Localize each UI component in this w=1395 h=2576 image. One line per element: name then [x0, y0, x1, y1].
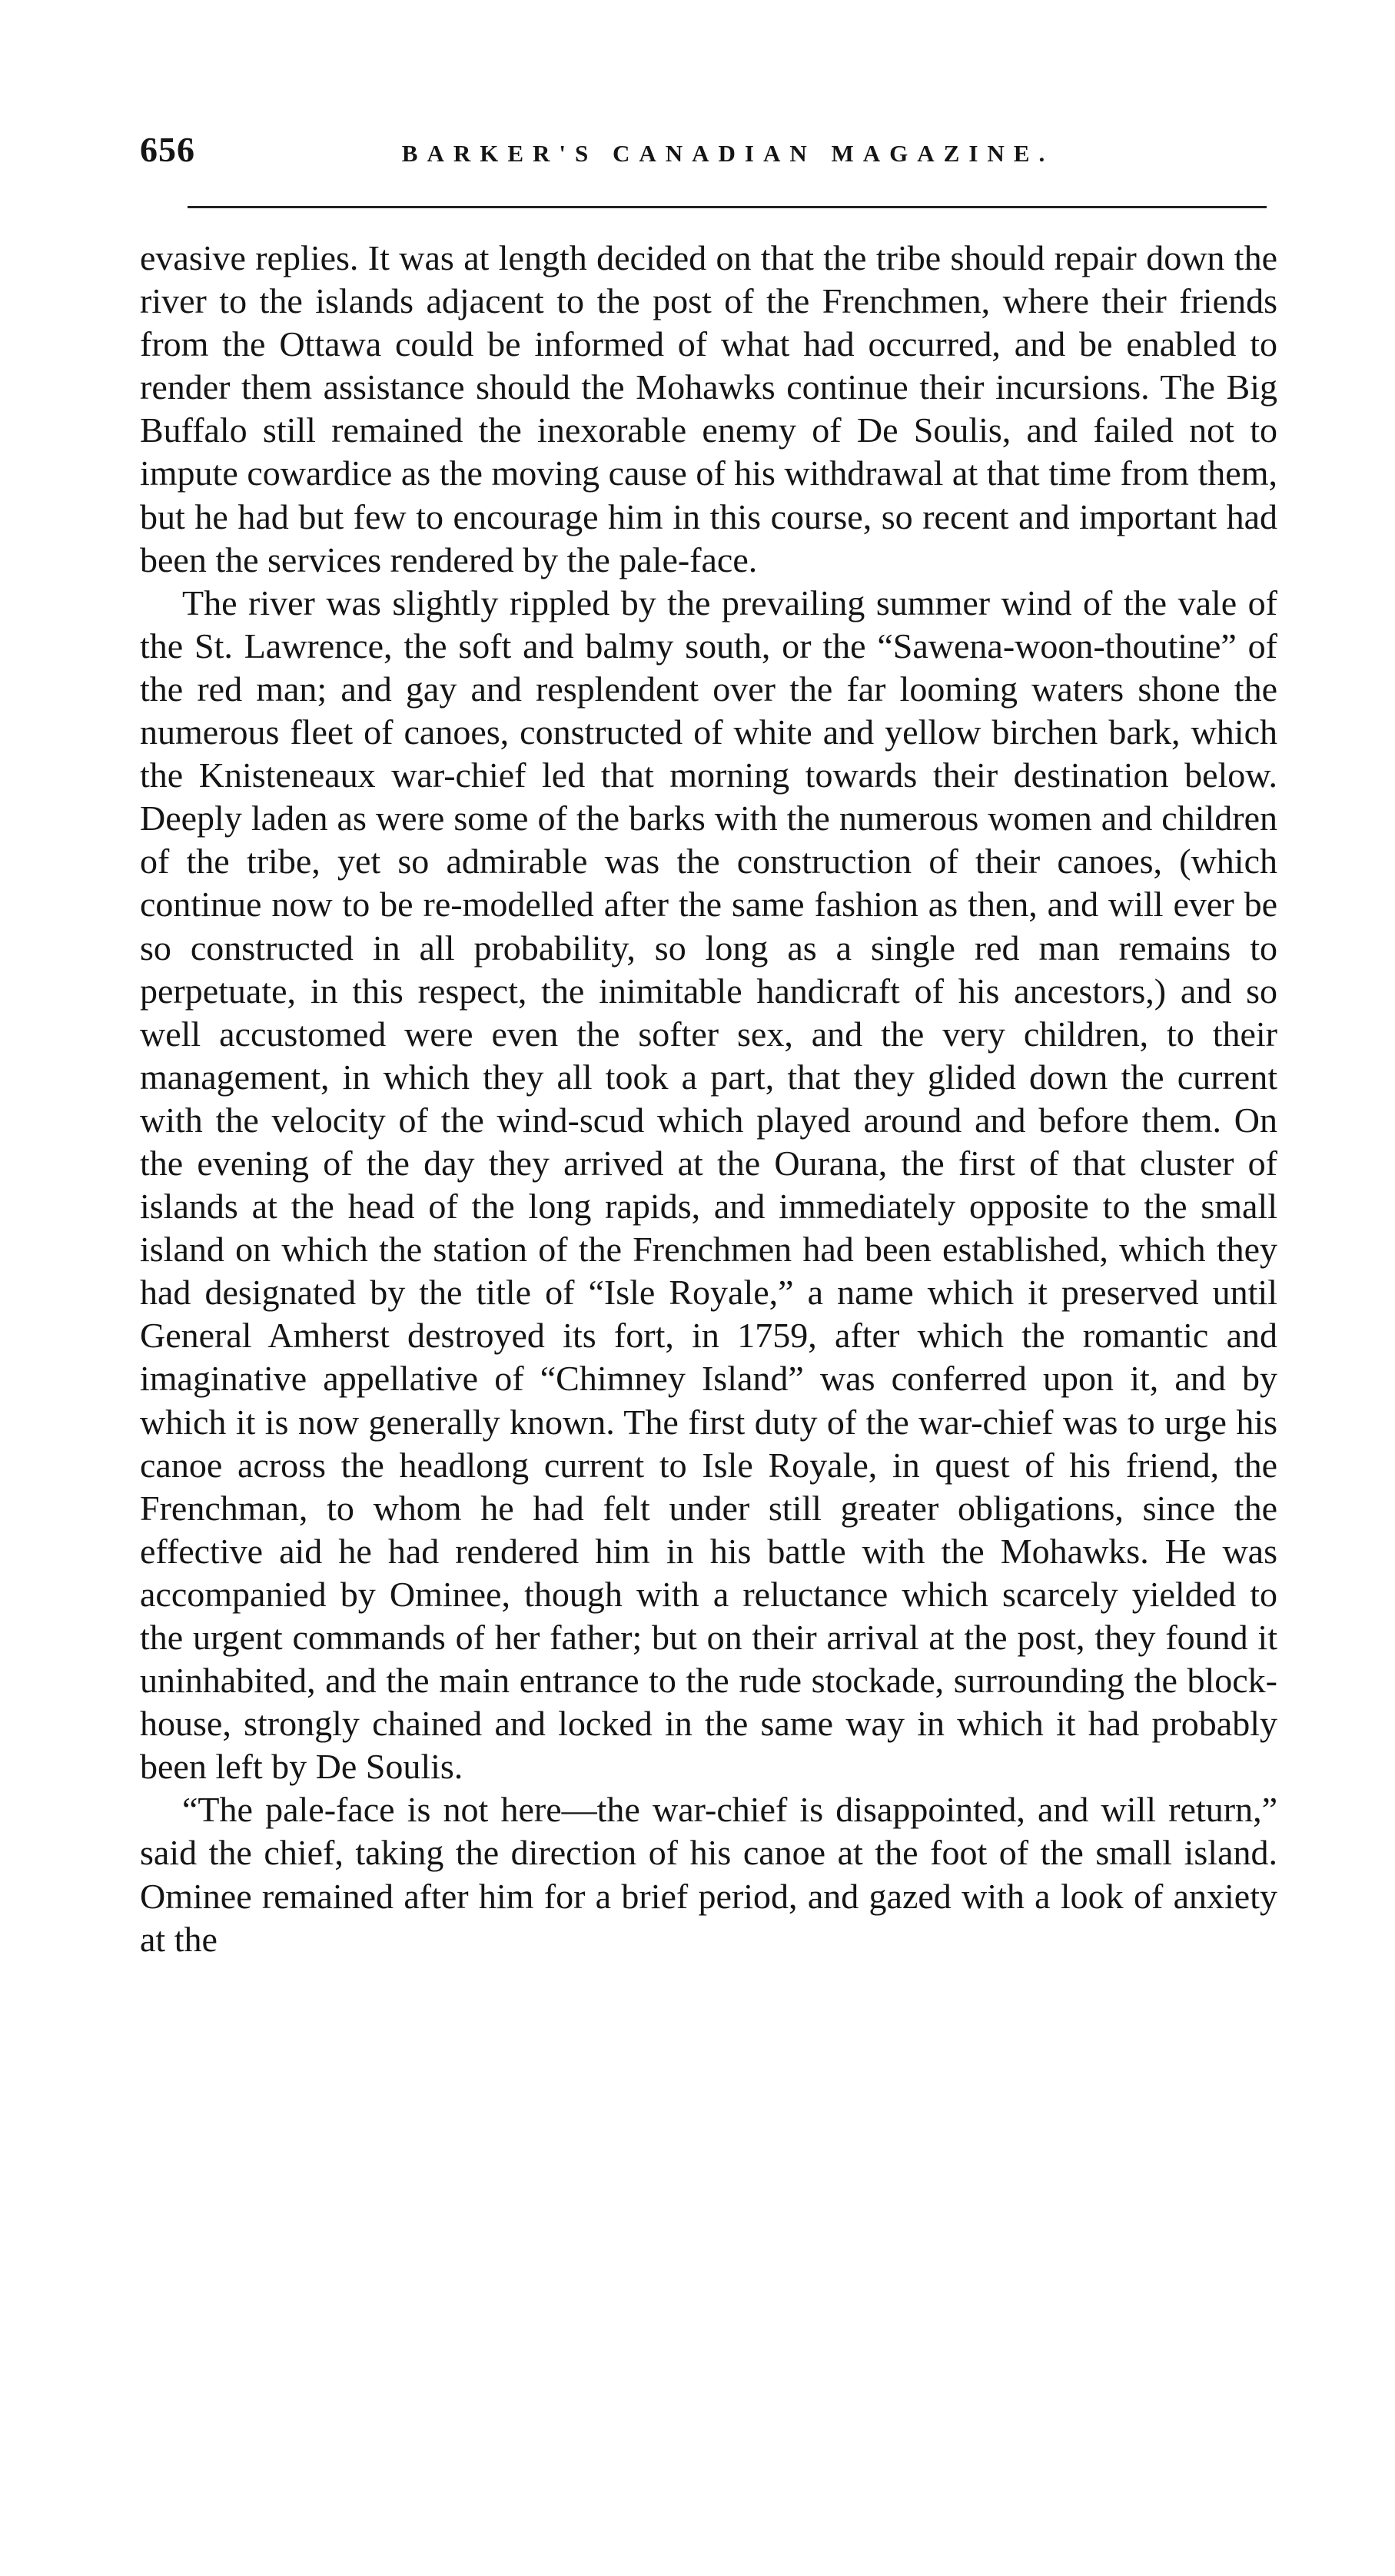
paragraph-2: The river was slightly rippled by the prevailing summer wind of the vale of the St. Lawrence, the soft and balmy south, or the “Sawena-woon-thoutine” of the red man; and gay and resplendent over the far looming waters shone the numerous fleet of canoes, constructed of white and yellow birchen bark, which the Knisteneaux war-chief led that morning towards their destination below. Deeply laden as were some of the barks with the numerous women and children of the tribe, yet so admirable was the construction of their canoes, (which continue now to be re-modelled after the same fashion as then, and will ever be so constructed in all probability, so long as a single red man remains to perpetuate, in this respect, the inimitable handicraft of his ancestors,) and so well accustomed were even the softer sex, and the very children, to their management, in which they all took a part, that they glided down the current with the velocity of the wind-scud which played around and before them. On the evening of the day they arrived at the Ourana, the first of that cluster of islands at the head of the long rapids, and immediately opposite to the small island on which the station of the Frenchmen had been established, which they had designated by the title of “Isle Royale,” a name which it preserved until General Amherst destroyed its fort, in 1759, after which the romantic and imaginative appellative of “Chimney Island” was conferred upon it, and by which it is now generally known. The first duty of the war-chief was to urge his canoe across the headlong current to Isle Royale, in quest of his friend, the Frenchman, to whom he had felt under still greater obligations, since the effective aid he had rendered him in his battle with the Mohawks. He was accompanied by Ominee, though with a reluctance which scarcely yielded to the urgent commands of her father; but on their arrival at the post, they found it uninhabited, and the main entrance to the rude stockade, surrounding the block-house, strongly chained and locked in the same way in which it had probably been left by De Soulis. [140, 583, 1277, 1787]
paragraph-3: “The pale-face is not here—the war-chief is disappointed, and will return,” said the chief, taking the direction of his canoe at the foot of the small island. Ominee remained after him for a brief period, and gazed with a look of anxiety at the [140, 1790, 1277, 1959]
running-head [140, 129, 1277, 175]
body-text [140, 237, 1277, 1961]
paragraph-1: evasive replies. It was at length decided on that the tribe should repair down the river to the islands adjacent to the post of the Frenchmen, where their friends from the Ottawa could be informed of what had occurred, and be enabled to render them assistance should the Mohawks continue their incursions. The Big Buffalo still remained the inexorable enemy of De Soulis, and failed not to impute cowardice as the moving cause of his withdrawal at that time from them, but he had but few to encourage him in this course, so recent and important had been the services rendered by the pale-face. [140, 238, 1277, 579]
journal-title: BARKER'S CANADIAN MAGAZINE. [401, 140, 1055, 167]
page-number: 656 [140, 130, 195, 169]
header-rule [188, 206, 1267, 208]
